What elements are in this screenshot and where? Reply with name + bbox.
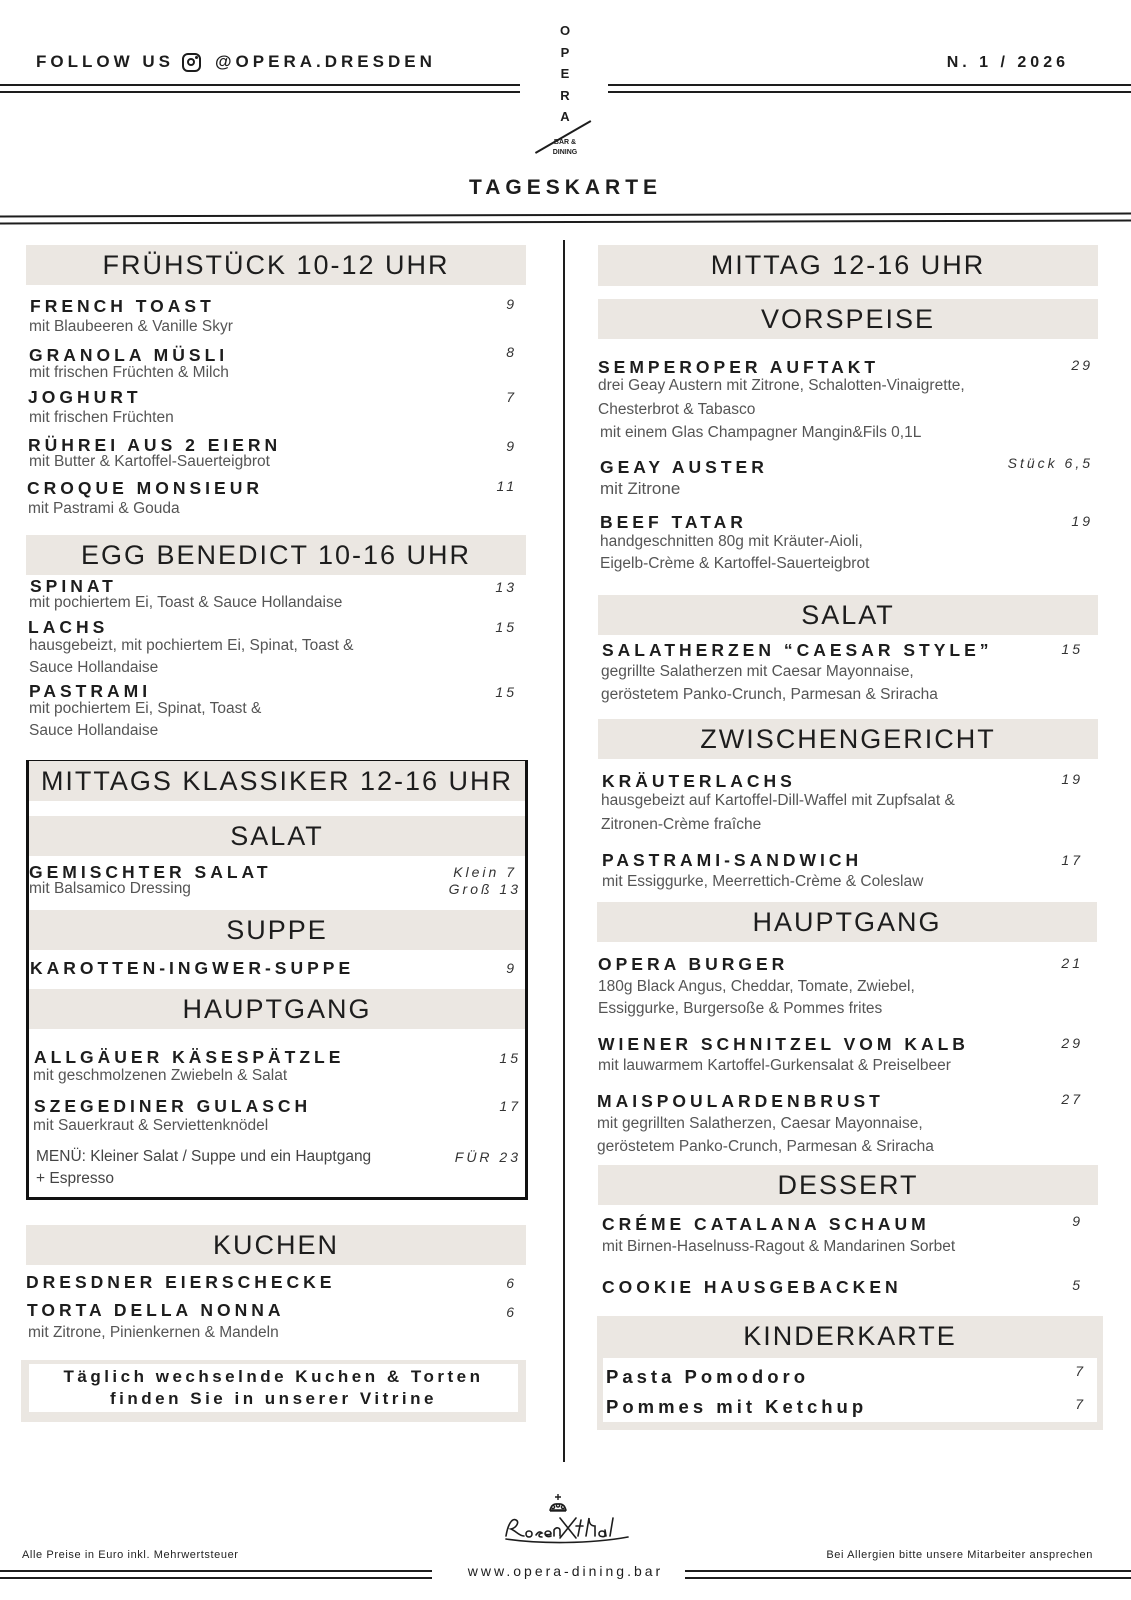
footer-allergy-note: Bei Allergien bitte unsere Mitarbeiter ansprechen [826,1549,1093,1561]
item-price: 19 [1061,771,1083,787]
heading-kuchen: KUCHEN [26,1225,526,1265]
item-price: 5 [1072,1277,1083,1293]
item-price: 9 [1072,1213,1083,1229]
item-price: 6 [506,1275,517,1291]
vitrine-note-line2: finden Sie in unserer Vitrine [110,1389,437,1408]
item-price: 29 [1071,357,1093,373]
item-desc: geröstetem Panko-Crunch, Parmesan & Sriracha [601,686,938,703]
item-desc: Sauce Hollandaise [29,659,159,676]
menu-offer-price: FÜR 23 [454,1149,521,1165]
logo-letter: O [559,23,571,38]
item-desc: mit Zitrone, Pinienkernen & Mandeln [28,1324,279,1341]
menu-offer-line1: MENÜ: Kleiner Salat / Suppe und ein Hauptgang [36,1148,372,1165]
heading-dessert: DESSERT [598,1165,1098,1205]
item-desc: Eigelb-Crème & Kartoffel-Sauerteigbrot [600,555,870,572]
item-desc: mit Birnen-Haselnuss-Ragout & Mandarinen Sorbet [602,1238,956,1255]
follow-us-line [36,52,436,72]
item-name: GEAY AUSTER [600,457,768,477]
website-link[interactable]: www.opera-dining.bar [467,1563,664,1579]
item-name: MAISPOULARDENBRUST [597,1091,884,1111]
item-desc: gegrillte Salatherzen mit Caesar Mayonnaise, [601,663,914,680]
rosenthal-text: Rosenthal [500,1490,505,1491]
heading-hauptgang: HAUPTGANG [597,902,1097,942]
item-name: SEMPEROPER AUFTAKT [598,357,880,377]
item-desc: Sauce Hollandaise [29,722,159,739]
item-desc: mit Balsamico Dressing [29,880,191,897]
item-name: LACHS [28,617,109,637]
item-name: CRÉME CATALANA SCHAUM [602,1214,930,1234]
item-name: ALLGÄUER KÄSESPÄTZLE [34,1047,345,1067]
item-name: GEMISCHTER SALAT [29,862,272,882]
item-price: 7 [1075,1363,1086,1379]
header-rule-right-bottom [608,91,1131,93]
item-desc: mit einem Glas Champagner Mangin&Fils 0,1L [600,424,922,441]
item-desc: mit frischen Früchten & Milch [29,364,229,381]
item-name: CROQUE MONSIEUR [27,478,263,498]
item-name: KRÄUTERLACHS [602,771,796,791]
item-name: KAROTTEN-INGWER-SUPPE [30,958,355,978]
item-price: 15 [495,684,517,700]
item-price: 21 [1061,955,1083,971]
item-price: 15 [495,619,517,635]
logo-letter: E [560,66,570,81]
item-name: PASTRAMI [29,681,152,701]
logo-letter: R [560,87,570,103]
logo-letters [535,20,595,128]
item-desc: mit pochiertem Ei, Spinat, Toast & [29,700,262,717]
heading-klassiker-salat: SALAT [29,816,525,856]
item-desc: mit gegrillten Salatherzen, Caesar Mayonnaise, [597,1115,923,1132]
item-name: SPINAT [30,576,117,596]
item-desc: mit geschmolzenen Zwiebeln & Salat [33,1067,288,1084]
item-desc: Essiggurke, Burgersoße & Pommes frites [598,1000,883,1017]
opera-logo [535,20,595,160]
item-desc: 180g Black Angus, Cheddar, Tomate, Zwiebel, [598,978,915,995]
item-desc: mit Essiggurke, Meerrettich-Crème & Coleslaw [602,873,924,890]
vitrine-note [29,1364,518,1412]
item-price: 7 [506,389,517,405]
item-desc: mit Pastrami & Gouda [28,500,180,517]
logo-letter: P [560,44,570,60]
item-price: 11 [496,478,517,494]
column-divider [563,240,565,1462]
heading-klassiker-suppe: SUPPE [29,910,525,950]
item-desc: mit Sauerkraut & Serviettenknödel [33,1117,269,1134]
item-price: 9 [506,438,517,454]
item-desc: Zitronen-Crème fraîche [601,816,762,833]
logo-sub-line2: DINING [552,149,578,156]
item-name: DRESDNER EIERSCHECKE [26,1272,336,1292]
item-name: PASTRAMI-SANDWICH [602,850,863,870]
item-name: JOGHURT [28,387,142,407]
heading-mittag: MITTAG 12-16 UHR [598,245,1098,286]
page-title: TAGESKARTE [468,176,663,199]
issue-number: N. 1 / 2026 [946,54,1069,71]
item-name: FRENCH TOAST [30,296,215,316]
heading-fruehstueck: FRÜHSTÜCK 10-12 UHR [26,245,526,285]
item-desc: drei Geay Austern mit Zitrone, Schalotten-Vinaigrette, [598,377,965,394]
item-desc: mit pochiertem Ei, Toast & Sauce Hollandaise [29,594,343,611]
heading-kinderkarte: KINDERKARTE [743,1321,957,1351]
footer-price-note: Alle Preise in Euro inkl. Mehrwertsteuer [22,1549,239,1561]
item-price: Stück 6,5 [1007,455,1093,471]
item-desc: Chesterbrot & Tabasco [598,401,756,418]
item-price: 8 [506,344,517,360]
item-price: 29 [1061,1035,1083,1051]
item-price-large: Groß 13 [448,881,521,897]
logo-sub-line1: BAR & [553,139,577,146]
item-name: OPERA BURGER [598,954,789,974]
item-name: TORTA DELLA NONNA [27,1300,285,1320]
item-price: 19 [1071,513,1093,529]
item-name: WIENER SCHNITZEL VOM KALB [598,1034,969,1054]
title-rule-bottom [0,220,1131,225]
vitrine-note-line1: Täglich wechselnde Kuchen & Torten [63,1367,484,1386]
item-price-small: Klein 7 [453,864,517,880]
item-price: 27 [1061,1091,1083,1107]
item-price: 15 [1061,641,1083,657]
item-desc: mit Butter & Kartoffel-Sauerteigbrot [29,453,270,470]
item-name: COOKIE HAUSGEBACKEN [602,1277,902,1297]
item-name: BEEF TATAR [600,512,747,532]
item-price: 7 [1075,1396,1086,1412]
item-name: RÜHREI AUS 2 EIERN [28,435,282,455]
item-desc: geröstetem Panko-Crunch, Parmesan & Sriracha [597,1138,934,1155]
item-name: SZEGEDINER GULASCH [34,1096,312,1116]
item-desc: mit frischen Früchten [29,409,174,426]
item-desc: mit lauwarmem Kartoffel-Gurkensalat & Preiselbeer [598,1057,951,1074]
title-rule-top [0,213,1131,218]
header-rule-left-top [0,84,520,86]
logo-letter: A [560,109,570,124]
follow-us-label: FOLLOW US [36,52,174,71]
item-price: 15 [499,1050,521,1066]
item-name: SALATHERZEN “CAESAR STYLE” [602,640,993,660]
item-price: 9 [506,296,517,312]
item-name: GRANOLA MÜSLI [29,345,229,365]
heading-salat: SALAT [598,595,1098,635]
item-name: Pasta Pomodoro [606,1366,809,1387]
header-rule-right-top [608,84,1131,86]
item-desc: hausgebeizt, mit pochiertem Ei, Spinat, Toast & [29,637,354,654]
rosenthal-logo [500,1490,632,1546]
item-price: 17 [499,1098,521,1114]
heading-zwischengericht: ZWISCHENGERICHT [598,719,1098,759]
item-name: Pommes mit Ketchup [606,1396,868,1417]
heading-mittags-klassiker: MITTAGS KLASSIKER 12-16 UHR [29,761,525,801]
item-price: 13 [495,579,517,595]
item-desc: handgeschnitten 80g mit Kräuter-Aioli, [600,533,863,550]
item-desc: hausgebeizt auf Kartoffel-Dill-Waffel mit Zupfsalat & [601,792,955,809]
heading-vorspeise: VORSPEISE [598,299,1098,339]
heading-klassiker-hauptgang: HAUPTGANG [29,989,525,1029]
item-price: 9 [506,960,517,976]
instagram-handle[interactable]: @OPERA.DRESDEN [214,52,436,71]
header-rule-left-bottom [0,91,520,93]
instagram-icon [182,53,201,72]
item-desc: mit Zitrone [600,479,681,498]
menu-offer-line2: + Espresso [36,1170,114,1187]
heading-egg-benedict: EGG BENEDICT 10-16 UHR [26,535,526,575]
item-price: 17 [1061,852,1083,868]
item-price: 6 [506,1304,517,1320]
item-desc: mit Blaubeeren & Vanille Skyr [29,318,233,335]
